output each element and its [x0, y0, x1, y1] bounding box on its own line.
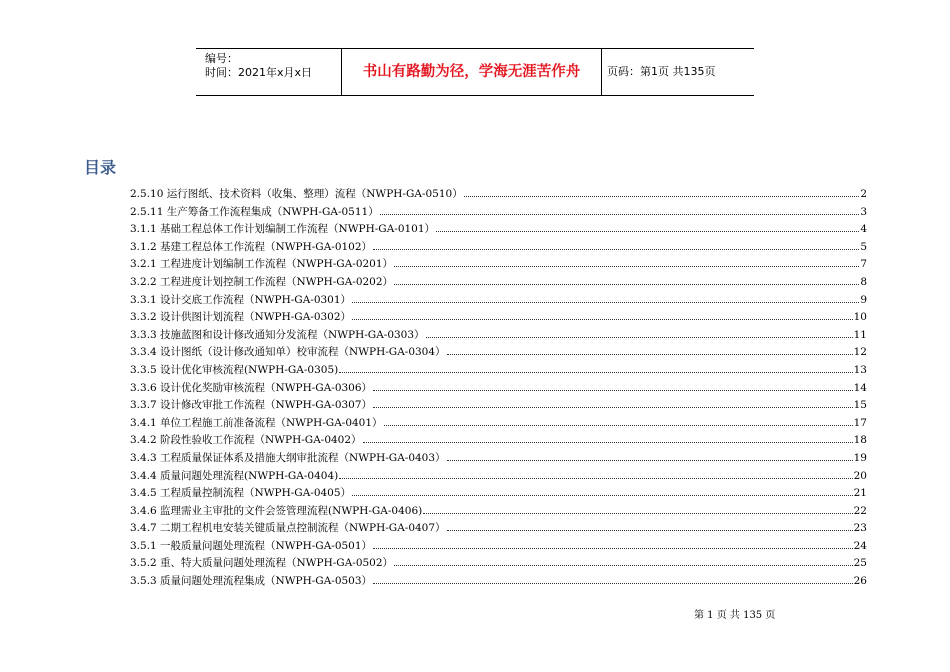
- toc-entry-title: 3.3.5 设计优化审核流程(NWPH-GA-0305): [130, 363, 339, 376]
- toc-entry[interactable]: [130, 204, 867, 222]
- toc-entry-page: 14: [853, 381, 867, 394]
- toc-entry-page: 2: [860, 188, 867, 200]
- toc-entry[interactable]: [130, 327, 867, 345]
- toc-entry[interactable]: [130, 292, 867, 310]
- toc-entry[interactable]: [130, 450, 867, 468]
- toc-entry-title: 3.4.6 监理需业主审批的文件会签管理流程(NWPH-GA-0406): [130, 504, 423, 517]
- toc-dot-leader: [423, 505, 852, 514]
- toc-entry-page: 21: [853, 487, 867, 500]
- toc-entry-title: 3.5.3 质量问题处理流程集成（NWPH-GA-0503）: [130, 575, 373, 588]
- toc-dot-leader: [352, 487, 853, 496]
- toc-entry-title: 2.5.10 运行图纸、技术资料（收集、整理）流程（NWPH-GA-0510）: [130, 188, 463, 200]
- toc-dot-leader: [426, 329, 853, 338]
- toc-entry-page: 26: [853, 575, 867, 588]
- toc-entry-title: 3.2.1 工程进度计划编制工作流程（NWPH-GA-0201）: [130, 258, 394, 271]
- toc-dot-leader: [464, 188, 860, 197]
- toc-entry[interactable]: [130, 309, 867, 327]
- toc-dot-leader: [394, 558, 853, 567]
- toc-entry-page: 13: [853, 363, 867, 376]
- toc-entry[interactable]: [130, 485, 867, 503]
- toc-entry-page: 18: [853, 434, 867, 447]
- document-number-label: 编号：: [205, 52, 238, 65]
- toc-entry-title: 3.5.1 一般质量问题处理流程（NWPH-GA-0501）: [130, 539, 373, 552]
- toc-entry-page: 4: [860, 223, 867, 236]
- toc-dot-leader: [373, 575, 853, 584]
- toc-entry-page: 22: [853, 504, 867, 517]
- toc-entry-page: 24: [853, 539, 867, 552]
- toc-dot-leader: [363, 434, 853, 443]
- toc-entry-page: 3: [860, 205, 867, 218]
- toc-entry-title: 3.3.6 设计优化奖励审核流程（NWPH-GA-0306）: [130, 381, 373, 394]
- toc-entry[interactable]: [130, 415, 867, 433]
- toc-entry[interactable]: [130, 256, 867, 274]
- toc-entry-page: 9: [860, 293, 867, 306]
- toc-dot-leader: [447, 346, 853, 355]
- toc-entry[interactable]: [130, 239, 867, 257]
- toc-entry-title: 3.4.2 阶段性验收工作流程（NWPH-GA-0402）: [130, 434, 362, 447]
- toc-dot-leader: [373, 399, 853, 408]
- toc-entry-page: 25: [853, 557, 867, 570]
- toc-entry[interactable]: [130, 397, 867, 415]
- toc-entry[interactable]: [130, 344, 867, 362]
- toc-entry[interactable]: [130, 274, 867, 292]
- toc-entry-title: 3.4.4 质量问题处理流程(NWPH-GA-0404): [130, 469, 339, 482]
- toc-entry-title: 3.3.2 设计供图计划流程（NWPH-GA-0302）: [130, 311, 352, 324]
- page-footer: 第 1 页 共 135 页: [694, 610, 776, 621]
- header-motto: 书山有路勤为径，学海无涯苦作舟: [341, 49, 602, 95]
- toc-list: [130, 186, 867, 591]
- toc-entry-title: 3.4.7 二期工程机电安装关键质量点控制流程（NWPH-GA-0407）: [130, 522, 446, 535]
- toc-dot-leader: [339, 470, 852, 479]
- toc-entry[interactable]: [130, 503, 867, 521]
- toc-entry[interactable]: [130, 362, 867, 380]
- toc-entry-title: 3.3.3 技施蓝图和设计修改通知分发流程（NWPH-GA-0303）: [130, 328, 425, 341]
- toc-entry-title: 2.5.11 生产筹备工作流程集成（NWPH-GA-0511）: [130, 205, 379, 218]
- page-header: [196, 48, 754, 96]
- toc-dot-leader: [373, 382, 853, 391]
- toc-entry[interactable]: [130, 221, 867, 239]
- toc-entry[interactable]: [130, 468, 867, 486]
- toc-dot-leader: [436, 223, 859, 232]
- toc-entry-title: 3.2.2 工程进度计划控制工作流程（NWPH-GA-0202）: [130, 275, 394, 288]
- toc-entry-title: 3.4.1 单位工程施工前准备流程（NWPH-GA-0401）: [130, 416, 383, 429]
- toc-entry-page: 20: [853, 469, 867, 482]
- toc-entry-page: 12: [853, 346, 867, 359]
- toc-entry-title: 3.3.4 设计图纸（设计修改通知单）校审流程（NWPH-GA-0304）: [130, 346, 446, 359]
- toc-dot-leader: [352, 294, 859, 303]
- toc-entry[interactable]: [130, 520, 867, 538]
- toc-entry-page: 23: [853, 522, 867, 535]
- toc-dot-leader: [373, 540, 853, 549]
- toc-entry-page: 17: [853, 416, 867, 429]
- toc-dot-leader: [339, 364, 852, 373]
- toc-entry[interactable]: [130, 555, 867, 573]
- header-page-label: 页码：第1页 共135页: [607, 65, 716, 78]
- toc-entry-page: 5: [860, 240, 867, 253]
- toc-entry-title: 3.4.5 工程质量控制流程（NWPH-GA-0405）: [130, 487, 352, 500]
- toc-entry-page: 19: [853, 451, 867, 464]
- toc-dot-leader: [384, 417, 853, 426]
- toc-dot-leader: [373, 241, 859, 250]
- toc-entry-title: 3.5.2 重、特大质量问题处理流程（NWPH-GA-0502）: [130, 557, 394, 570]
- toc-entry-page: 15: [853, 399, 867, 412]
- toc-dot-leader: [352, 311, 853, 320]
- toc-entry[interactable]: [130, 538, 867, 556]
- toc-dot-leader: [380, 206, 860, 215]
- toc-entry[interactable]: [130, 573, 867, 591]
- toc-entry-title: 3.3.1 设计交底工作流程（NWPH-GA-0301）: [130, 293, 352, 306]
- toc-dot-leader: [447, 452, 853, 461]
- toc-entry-title: 3.1.1 基础工程总体工作计划编制工作流程（NWPH-GA-0101）: [130, 223, 436, 236]
- toc-entry-page: 11: [853, 328, 867, 341]
- toc-entry-page: 7: [860, 258, 867, 271]
- toc-entry-title: 3.3.7 设计修改审批工作流程（NWPH-GA-0307）: [130, 399, 373, 412]
- toc-entry-title: 3.4.3 工程质量保证体系及措施大纲审批流程（NWPH-GA-0403）: [130, 451, 446, 464]
- toc-entry-page: 8: [860, 275, 867, 288]
- toc-entry-title: 3.1.2 基建工程总体工作流程（NWPH-GA-0102）: [130, 240, 373, 253]
- toc-entry-page: 10: [853, 311, 867, 324]
- toc-dot-leader: [394, 276, 859, 285]
- toc-dot-leader: [394, 259, 859, 268]
- toc-title: 目录: [84, 158, 117, 177]
- toc-entry[interactable]: [130, 380, 867, 398]
- toc-entry[interactable]: [130, 432, 867, 450]
- document-time-label: 时间：2021年x月x日: [205, 66, 313, 79]
- header-meta: [196, 49, 341, 95]
- toc-entry[interactable]: [130, 186, 867, 204]
- toc-dot-leader: [447, 522, 853, 531]
